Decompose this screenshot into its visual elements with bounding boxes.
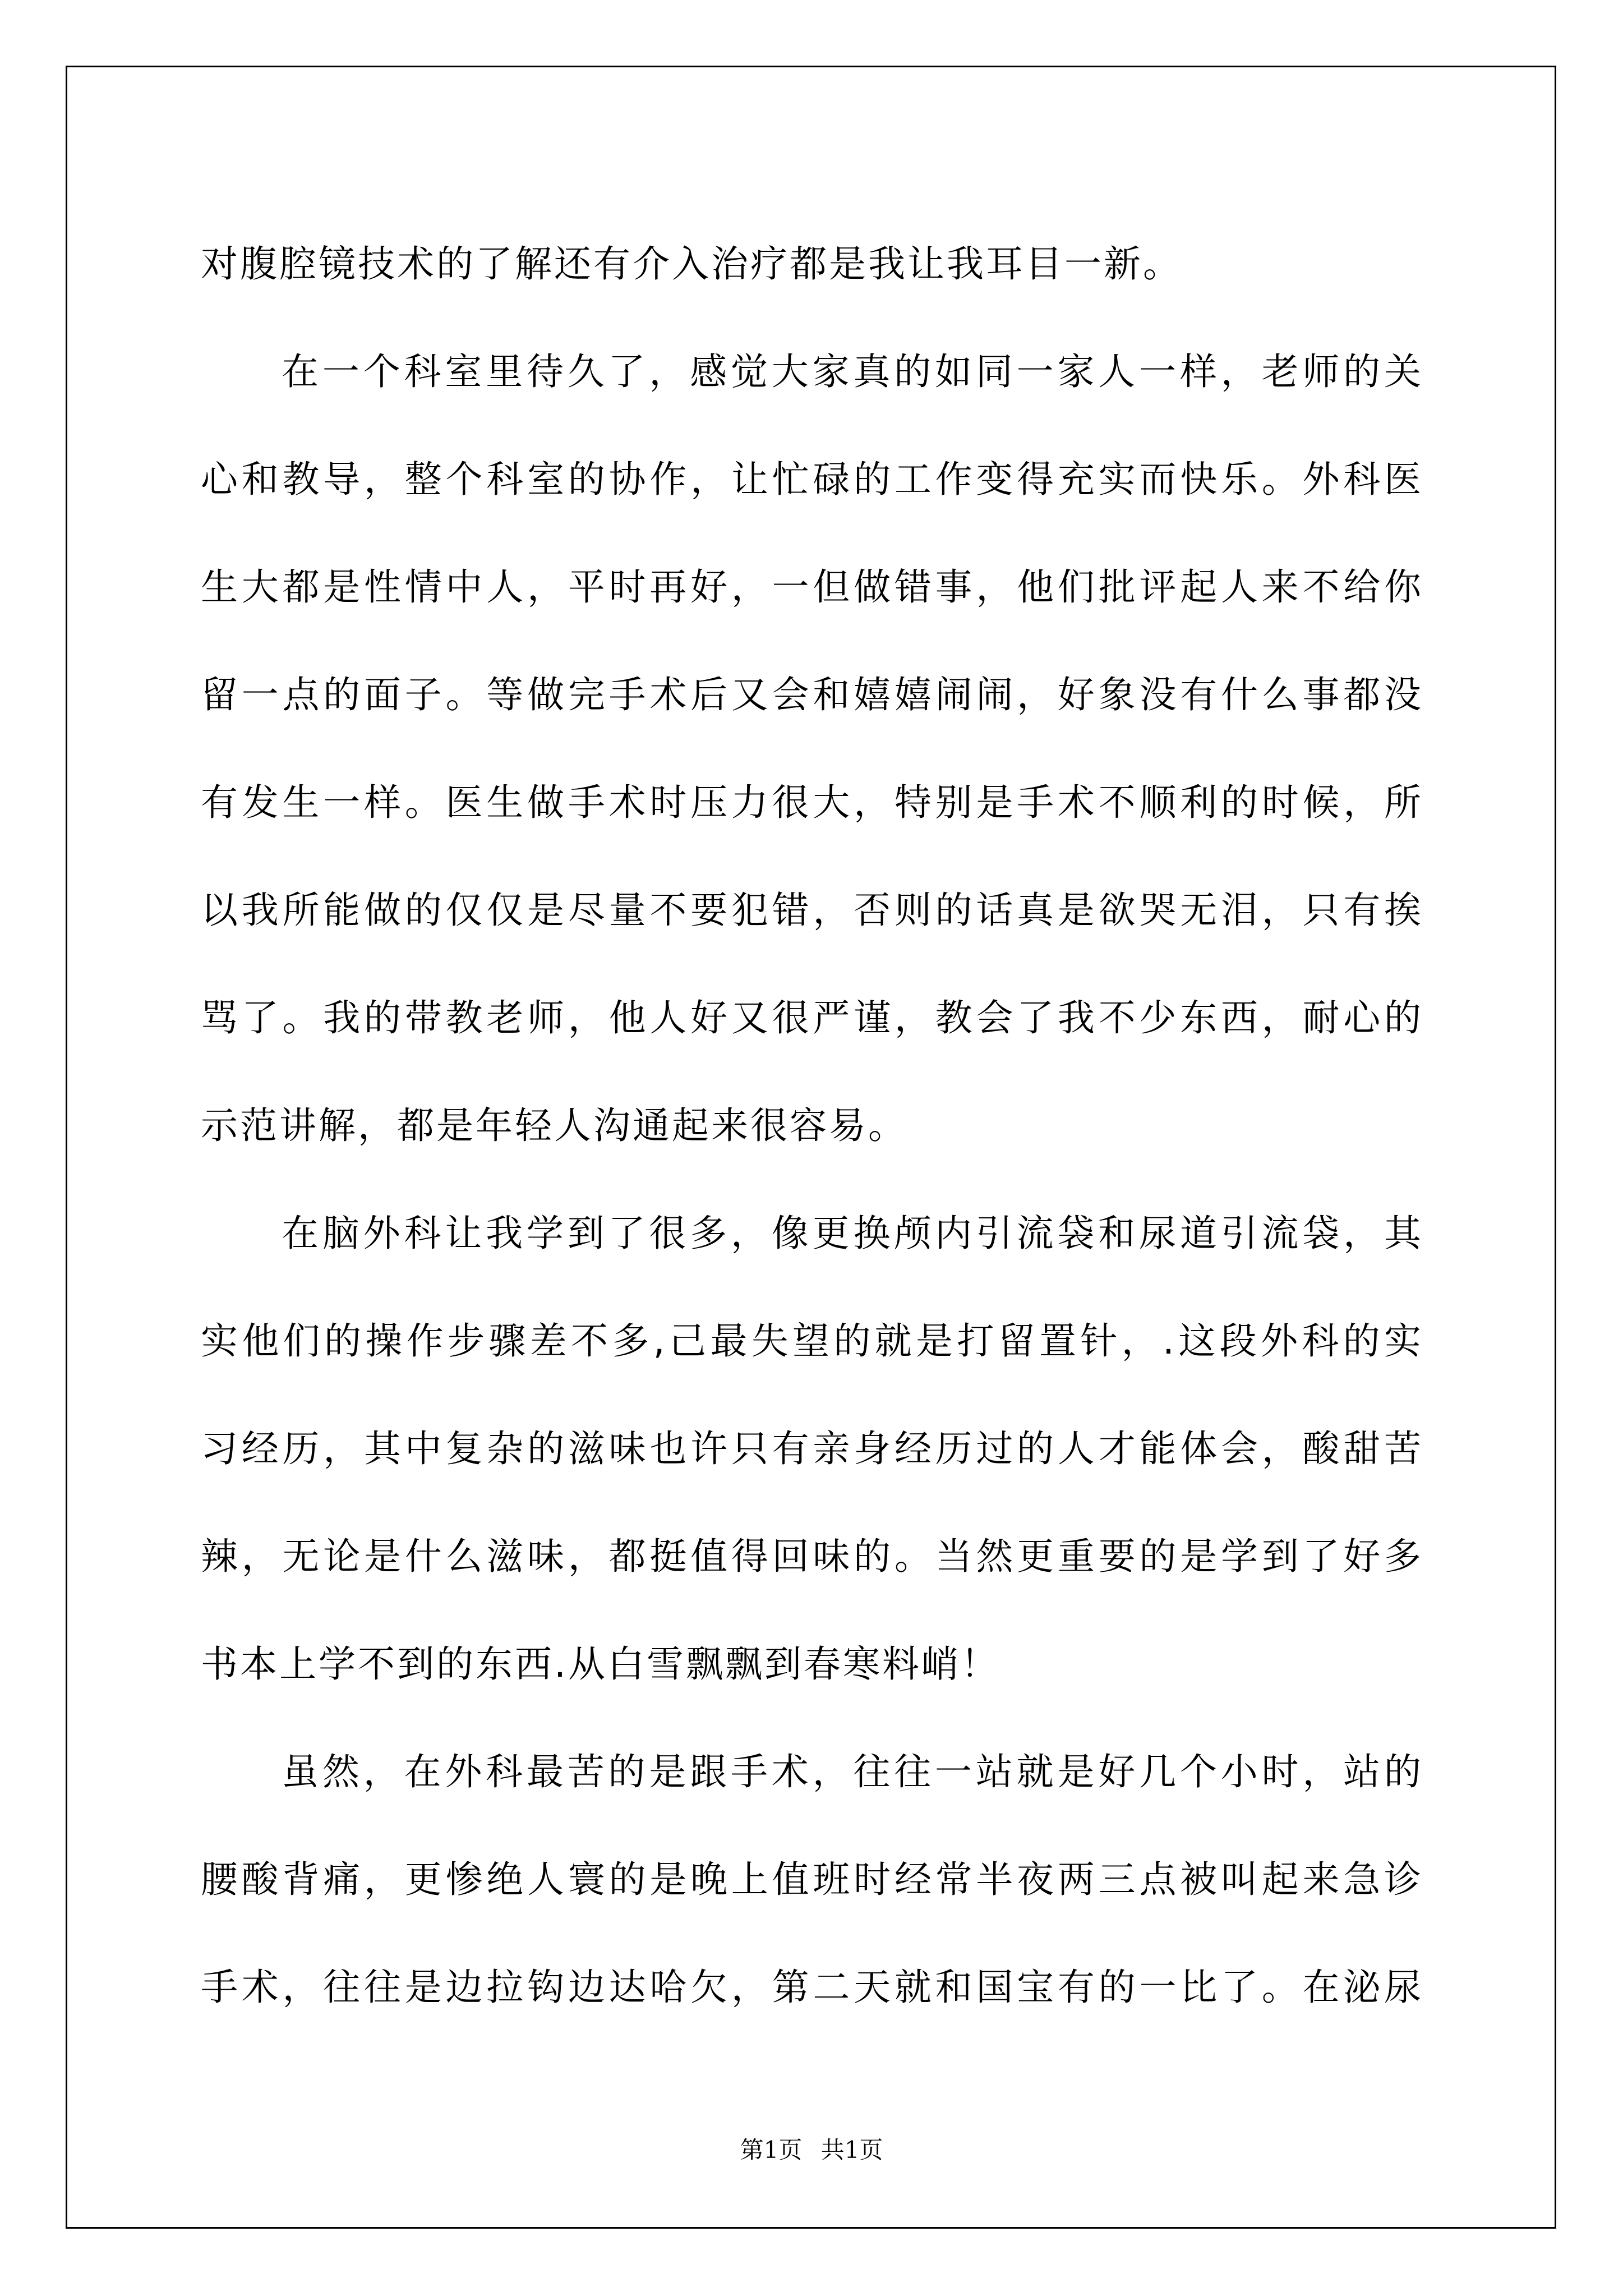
paragraph-line: 腰酸背痛，更惨绝人寰的是晚上值班时经常半夜两三点被叫起来急诊 [201, 1858, 1423, 1901]
paragraph-line: 示范讲解，都是年轻人沟通起来很容易。 [201, 1104, 907, 1147]
paragraph-line: 骂了。我的带教老师，他人好又很严谨，教会了我不少东西，耐心的 [201, 996, 1423, 1039]
paragraph-line: 留一点的面子。等做完手术后又会和嬉嬉闹闹，好象没有什么事都没 [201, 673, 1423, 716]
paragraph-1 [201, 210, 1423, 318]
document-body [201, 210, 1423, 2041]
paragraph-3 [201, 1180, 1423, 1718]
paragraph-line: 手术，往往是边拉钩边达哈欠，第二天就和国宝有的一比了。在泌尿 [201, 1966, 1423, 2009]
page-footer [0, 2132, 1623, 2165]
page-number-label: 第1页 [740, 2136, 803, 2164]
page-total-label: 共1页 [820, 2136, 883, 2164]
paragraph-line: 在脑外科让我学到了很多，像更换颅内引流袋和尿道引流袋，其 [282, 1212, 1423, 1255]
paragraph-line: 以我所能做的仅仅是尽量不要犯错，否则的话真是欲哭无泪，只有挨 [201, 889, 1423, 932]
paragraph-line: 生大都是性情中人，平时再好，一但做错事，他们批评起人来不给你 [201, 565, 1423, 609]
paragraph-4 [201, 1718, 1423, 2041]
paragraph-line: 对腹腔镜技术的了解还有介入治疗都是我让我耳目一新。 [201, 242, 1182, 286]
paragraph-2 [201, 318, 1423, 1180]
paragraph-line: 在一个科室里待久了，感觉大家真的如同一家人一样，老师的关 [282, 350, 1423, 393]
paragraph-line: 辣，无论是什么滋味，都挺值得回味的。当然更重要的是学到了好多 [201, 1535, 1423, 1578]
paragraph-line: 虽然，在外科最苦的是跟手术，往往一站就是好几个小时，站的 [282, 1750, 1423, 1793]
paragraph-line: 有发生一样。医生做手术时压力很大，特别是手术不顺利的时候，所 [201, 781, 1423, 824]
paragraph-line: 书本上学不到的东西.从白雪飘飘到春寒料峭！ [201, 1642, 1000, 1686]
paragraph-line: 心和教导，整个科室的协作，让忙碌的工作变得充实而快乐。外科医 [201, 458, 1423, 501]
paragraph-line: 实他们的操作步骤差不多,己最失望的就是打留置针，.这段外科的实 [201, 1319, 1423, 1363]
paragraph-line: 习经历，其中复杂的滋味也许只有亲身经历过的人才能体会，酸甜苦 [201, 1427, 1423, 1470]
